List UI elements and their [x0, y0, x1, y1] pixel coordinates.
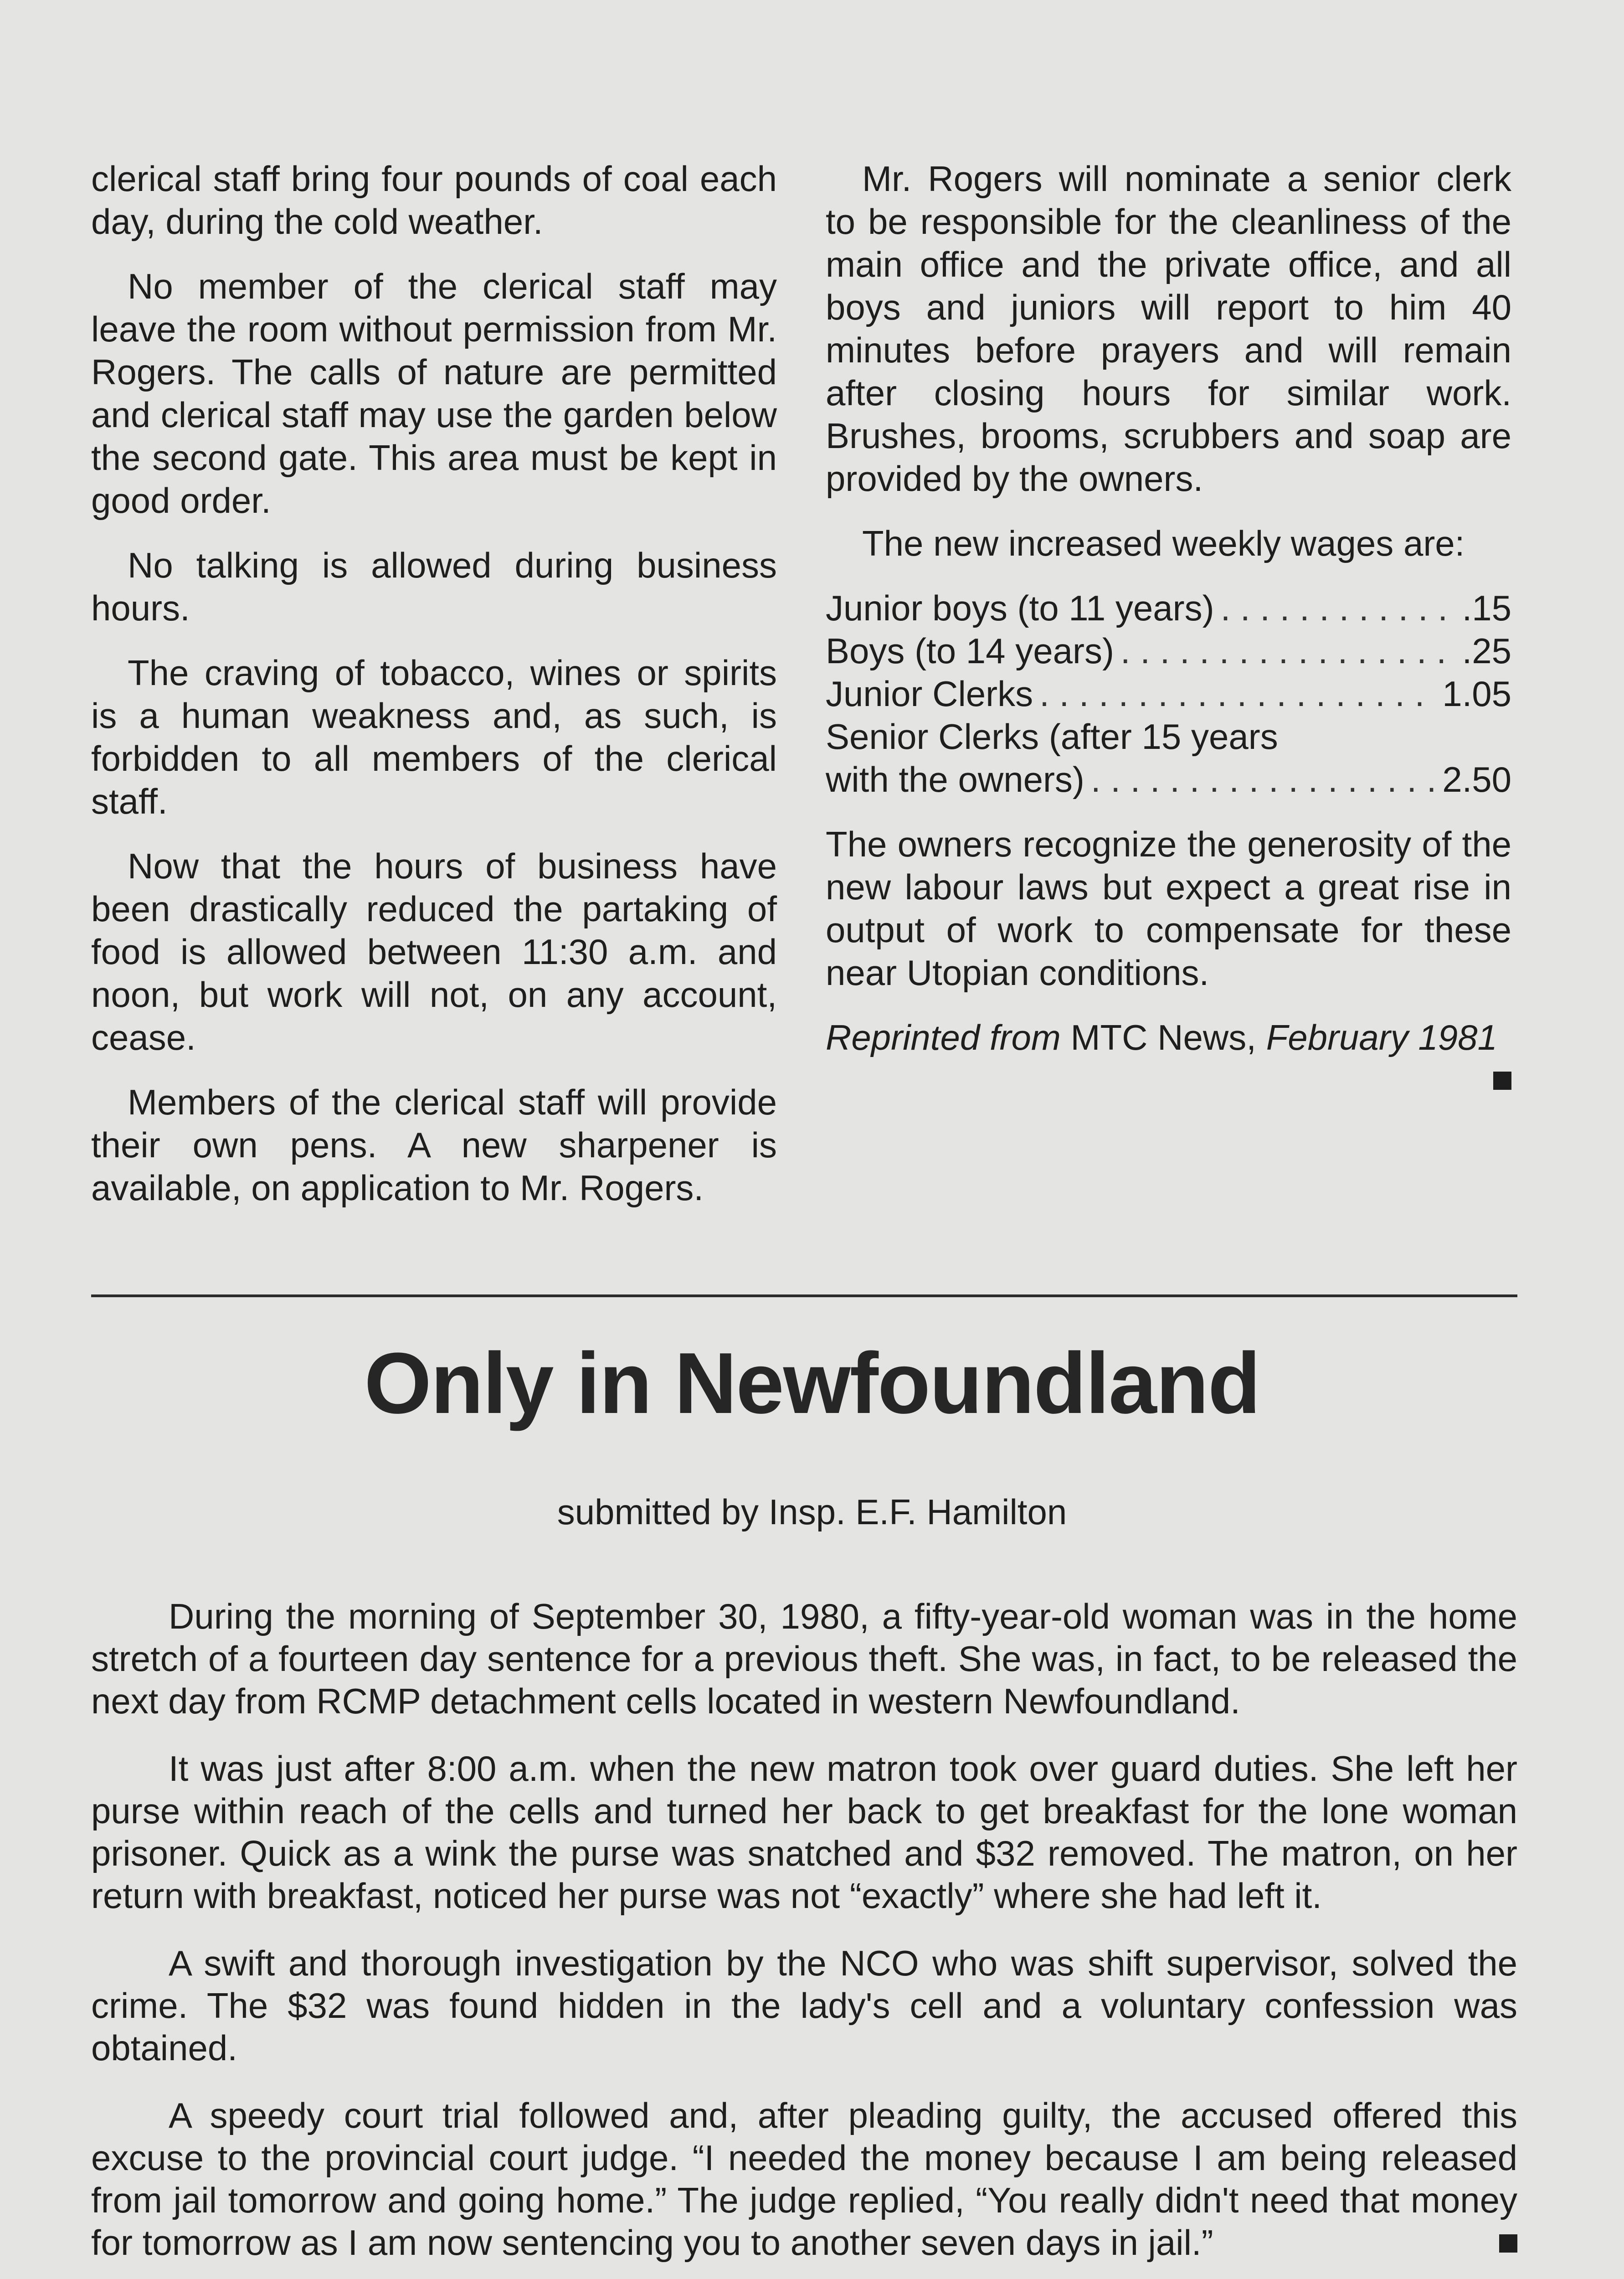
wage-row	[826, 758, 1511, 801]
wage-amount: 1.05	[1442, 674, 1511, 714]
reprint-prefix: Reprinted from	[826, 1017, 1061, 1057]
end-mark-icon	[1499, 2234, 1517, 2253]
wage-label: Junior Clerks	[826, 674, 1033, 714]
dot-leader	[1039, 672, 1436, 715]
right-paragraph-2: The owners recognize the generosity of the new labour laws but expect a great rise in output of work to compensate for these near Utopian conditions.	[826, 824, 1511, 993]
left-paragraph-1: clerical staff bring four pounds of coal each day, during the cold weather.	[91, 159, 777, 242]
wages-intro: The new increased weekly wages are:	[862, 523, 1465, 563]
article-paragraph-4-text: A speedy court trial followed and, after pleading guilty, the accused offered this excuse to the provincial court judge. “I needed the money because I am being released from jail tomorrow and going home.” The judge replied, “You really didn't need that money for tomorrow as I am now sentencing you to another seven days in jail.”	[91, 2095, 1517, 2263]
right-column	[826, 157, 1511, 1090]
article-paragraph-2: It was just after 8:00 a.m. when the new matron took over guard duties. She left her purse within reach of the cells and turned her back to get breakfast for the lone woman prisoner. Quick as a wink the purse was snatched and $32 removed. The matron, on her return with breakfast, noticed her purse was not “exactly” where she had left it.	[91, 1748, 1517, 1916]
right-paragraph-1: Mr. Rogers will nominate a senior clerk to be responsible for the cleanliness of the main office and the private office, and all boys and juniors will report to him 40 minutes before prayers and will remain after closing hours for similar work. Brushes, brooms, scrubbers and soap are provided by the owners.	[826, 159, 1511, 499]
wage-label: Boys (to 14 years)	[826, 631, 1114, 671]
left-column	[91, 157, 777, 1231]
article-paragraph-4	[91, 2094, 1517, 2264]
wage-label-line1: Senior Clerks (after 15 years	[826, 717, 1278, 757]
reprint-source: MTC News,	[1070, 1017, 1256, 1057]
left-paragraph-2: No member of the clerical staff may leave the room without permission from Mr. Rogers. The calls of nature are permitted and clerical staff may use the garden below the second gate. This area must be kept in good order.	[91, 266, 777, 521]
wage-amount: .25	[1462, 631, 1511, 671]
article-paragraph-1: During the morning of September 30, 1980, a fifty-year-old woman was in the home stretch of a fourteen day sentence for a previous theft. She was, in fact, to be released the next day from RCMP detachment cells located in western Newfoundland.	[91, 1596, 1517, 1721]
dot-leader	[1091, 758, 1436, 801]
article-byline: submitted by Insp. E.F. Hamilton	[557, 1492, 1067, 1532]
left-paragraph-3: No talking is allowed during business hours.	[91, 545, 777, 628]
reprint-credit	[826, 1016, 1511, 1059]
dot-leader	[1221, 587, 1456, 629]
article-headline: Only in Newfoundland	[364, 1335, 1260, 1432]
wage-label: Junior boys (to 11 years)	[826, 588, 1214, 628]
wage-label: with the owners)	[826, 759, 1084, 799]
article-paragraph-3: A swift and thorough investigation by the NCO who was shift supervisor, solved the crime. The $32 was found hidden in the lady's cell and a voluntary confession was obtained.	[91, 1943, 1517, 2068]
wage-row	[826, 672, 1511, 715]
wage-row	[826, 587, 1511, 629]
end-mark-icon	[1493, 1072, 1511, 1090]
reprint-date: February 1981	[1266, 1017, 1497, 1057]
dot-leader	[1120, 629, 1456, 672]
left-paragraph-5: Now that the hours of business have been drastically reduced the partaking of food is allowed between 11:30 a.m. and noon, but work will not, on any account, cease.	[91, 846, 777, 1057]
section-divider	[91, 1294, 1517, 1297]
wage-amount: 2.50	[1442, 759, 1511, 799]
wages-table	[826, 587, 1511, 801]
left-paragraph-6: Members of the clerical staff will provide their own pens. A new sharpener is available, on application to Mr. Rogers.	[91, 1082, 777, 1208]
wage-row	[826, 629, 1511, 672]
article-body	[91, 1595, 1517, 2279]
left-paragraph-4: The craving of tobacco, wines or spirits is a human weakness and, as such, is forbidden to all members of the clerical staff.	[91, 653, 777, 821]
wage-amount: .15	[1462, 588, 1511, 628]
